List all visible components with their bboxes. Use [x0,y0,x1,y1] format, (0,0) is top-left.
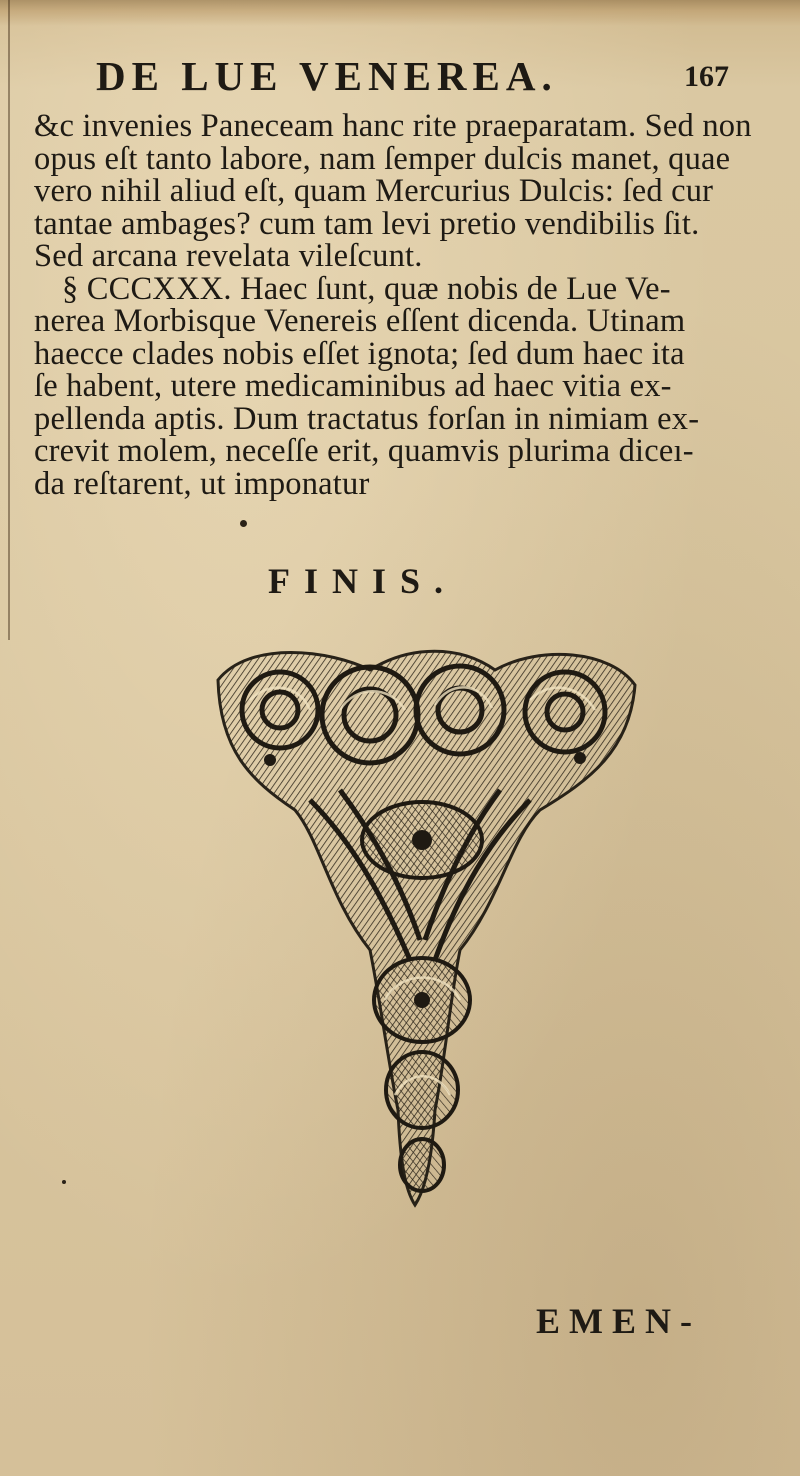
text-line: &c invenies Paneceam hanc rite praeparatam. Sed non [34,108,752,144]
text-line: Sed arcana revelata vileſcunt. [34,238,423,274]
page-margin-rule [8,0,10,640]
ink-speck [240,520,247,527]
text-line: ſe habent, utere medicaminibus ad haec vitia ex- [34,368,672,404]
text-line: tantae ambages? cum tam levi pretio vendibilis ſit. [34,205,700,242]
text-line: haecce clades nobis eſſet ignota; ſed dum haec ita [34,335,685,372]
woodcut-tailpiece-icon [210,640,640,1210]
body-text [34,110,754,500]
text-line: nerea Morbisque Venereis eſſent dicenda. Utinam [34,303,686,339]
page-number: 167 [684,60,729,93]
finis-label: FINIS. [268,561,458,601]
text-line: da reſtarent, ut imponatur [34,465,370,502]
ink-speck [62,1180,66,1184]
section-heading-line: § CCCXXX. Haec ſunt, quæ nobis de Lue Ve- [62,270,671,307]
running-title: DE LUE VENEREA. [96,53,558,99]
text-line: crevit molem, neceſſe erit, quamvis plurima diceı- [34,433,694,469]
text-line: vero nihil aliud eſt, quam Mercurius Dulcis: ſed cur [34,173,714,209]
text-line: opus eſt tanto labore, nam ſemper dulcis manet, quae [34,140,731,177]
text-line: pellenda aptis. Dum tractatus forſan in nimiam ex- [34,400,700,437]
catchword: EMEN- [536,1301,701,1341]
page-top-edge [0,0,800,26]
